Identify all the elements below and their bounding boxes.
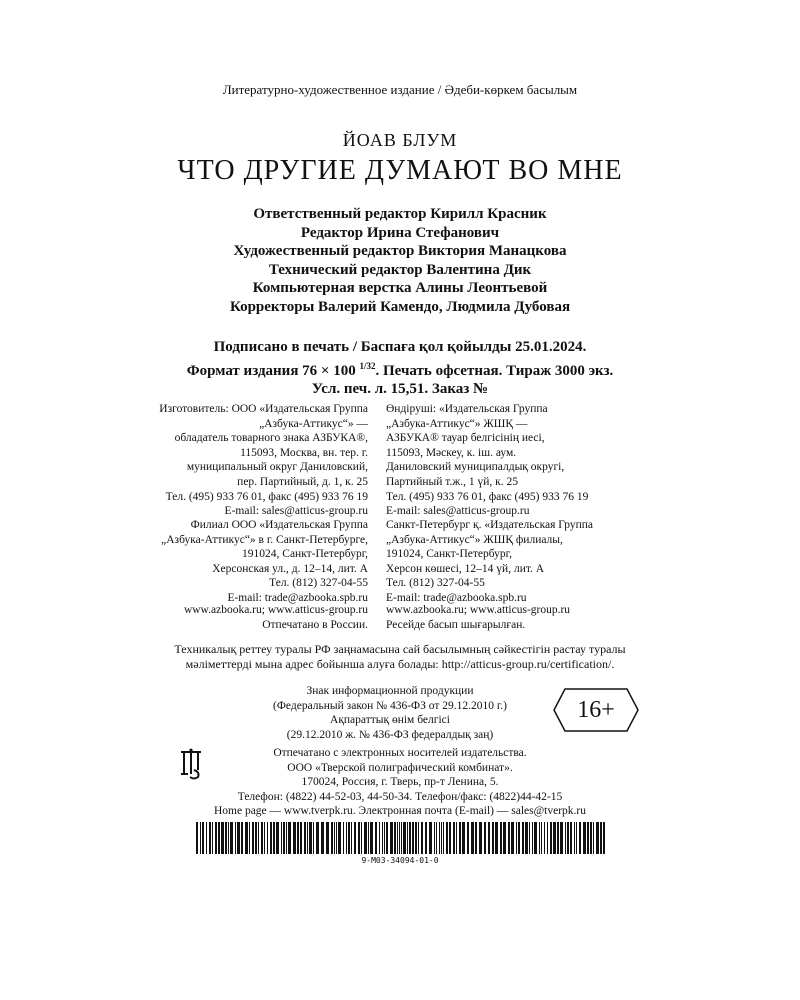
web-links: www.azbooka.ru; www.atticus-group.ru [183, 604, 368, 616]
address-line: Изготовитель: ООО «Издательская Группа [159, 403, 368, 415]
printer-line: Телефон: (4822) 44-52-03, 44-50-34. Телефон/факс: (4822)44-42-15 [237, 790, 563, 803]
address-line: „Азбука-Аттикус“» ЖШҚ филиалы, [386, 533, 563, 546]
info-product-sign [180, 684, 600, 742]
web-links: www.azbooka.ru; www.atticus-group.ru [386, 604, 571, 616]
format-prefix: Формат издания 76 × 100 [186, 362, 360, 379]
credit-line: Художественный редактор Виктория Манацкова [233, 243, 567, 259]
printing-details [0, 338, 800, 399]
edition-type: Литературно-художественное издание / Әдеби-көркем басылым [222, 82, 578, 97]
sign-line: Знак информационной продукции [306, 685, 474, 697]
tech-line: Техникалық реттеу туралы РФ заңнамасына сай басылымның сәйкестігін растау туралы [174, 642, 626, 656]
branch-ru [38, 518, 368, 606]
address-line: обладатель товарного знака АЗБУКА®, [174, 432, 368, 445]
printer-line: Home page — www.tverpk.ru. Электронная почта (E-mail) — sales@tverpk.ru [213, 805, 587, 818]
printer-line: 170024, Россия, г. Тверь, пр-т Ленина, 5. [301, 776, 499, 789]
address-line: АЗБУКА® тауар белгісінің иесі, [386, 432, 545, 445]
address-line: Тел. (495) 933 76 01, факс (495) 933 76 19 [165, 490, 368, 503]
address-line: Санкт-Петербург қ. «Издательская Группа [386, 519, 593, 531]
address-line: E-mail: sales@atticus-group.ru [386, 505, 530, 518]
web-ru [38, 603, 368, 632]
address-line: Херсон көшесі, 12–14 үй, лит. А [386, 562, 545, 575]
manufacturer-ru [38, 402, 368, 519]
web-kz [386, 603, 716, 632]
address-line: Тел. (812) 327-04-55 [386, 577, 485, 590]
address-line: „Азбука-Аттикус“» — [259, 417, 368, 430]
printed-in: Отпечатано в России. [262, 618, 368, 631]
address-line: Даниловский муниципалдық округі, [386, 461, 565, 474]
address-line: E-mail: trade@azbooka.spb.ru [227, 591, 368, 604]
address-line: 115093, Москва, вн. тер. г. [240, 446, 368, 459]
printer-line: Отпечатано с электронных носителей издательства. [273, 747, 527, 759]
format-suffix: . Печать офсетная. Тираж 3000 экз. [375, 362, 614, 379]
address-line: муниципальный округ Даниловский, [186, 461, 368, 474]
printer-line: ООО «Тверской полиграфический комбинат». [287, 761, 513, 774]
printed-in: Ресейде басып шығарылған. [386, 618, 526, 631]
address-line: 115093, Мәскеу, к. іш. аум. [386, 446, 517, 459]
address-line: 191024, Санкт-Петербург, [386, 548, 512, 561]
barcode-icon [196, 822, 606, 854]
address-line: Херсонская ул., д. 12–14, лит. А [212, 562, 368, 575]
sign-line: Ақпараттық өнім белгісі [330, 714, 450, 727]
manufacturer-kz [386, 402, 716, 519]
credits-block [0, 205, 800, 316]
address-line: E-mail: trade@azbooka.spb.ru [386, 591, 527, 604]
address-line: 191024, Санкт-Петербург, [242, 548, 368, 561]
sign-line: (29.12.2010 ж. № 436-ФЗ федералдық заң) [286, 728, 494, 741]
address-line: Тел. (812) 327-04-55 [269, 577, 368, 590]
address-line: „Азбука-Аттикус“» в г. Санкт-Петербурге, [161, 533, 368, 546]
address-line: E-mail: sales@atticus-group.ru [224, 505, 368, 518]
address-line: Филиал ООО «Издательская Группа [190, 519, 368, 531]
format-fraction: 1/32 [359, 360, 376, 371]
credit-line: Корректоры Валерий Камендо, Людмила Дубовая [229, 298, 571, 315]
book-title: ЧТО ДРУГИЕ ДУМАЮТ ВО МНЕ [177, 155, 623, 186]
credit-line: Редактор Ирина Стефанович [300, 224, 500, 241]
age-rating-badge [553, 688, 639, 732]
printer-info [150, 746, 650, 819]
tech-line: мәліметтерді мына адрес бойынша алуға болады: http://atticus-group.ru/certification/. [185, 657, 615, 671]
sheets-order: Усл. печ. л. 15,51. Заказ № [311, 381, 489, 397]
address-line: Өндіруші: «Издательская Группа [386, 403, 548, 415]
isbn-code: 9-М03-34094-01-0 [361, 856, 439, 865]
address-line: пер. Партийный, д. 1, к. 25 [237, 475, 368, 488]
address-line: Партийный т.ж., 1 үй, к. 25 [386, 475, 518, 488]
credit-line: Компьютерная верстка Алины Леонтьевой [252, 280, 548, 296]
signed-date: Подписано в печать / Баспаға қол қойылды 25.01.2024. [213, 339, 587, 355]
sign-line: (Федеральный закон № 436-ФЗ от 29.12.2010 г.) [273, 699, 507, 712]
age-rating: 16+ [577, 696, 615, 723]
tech-regulation [0, 642, 800, 672]
branch-kz [386, 518, 716, 606]
book-author: ЙОАВ БЛУМ [342, 130, 458, 150]
credit-line: Технический редактор Валентина Дик [268, 261, 532, 278]
credit-line: Ответственный редактор Кирилл Красник [253, 206, 547, 222]
address-line: „Азбука-Аттикус“» ЖШҚ — [386, 417, 528, 430]
address-line: Тел. (495) 933 76 01, факс (495) 933 76 19 [386, 490, 589, 503]
format-line [0, 357, 800, 381]
